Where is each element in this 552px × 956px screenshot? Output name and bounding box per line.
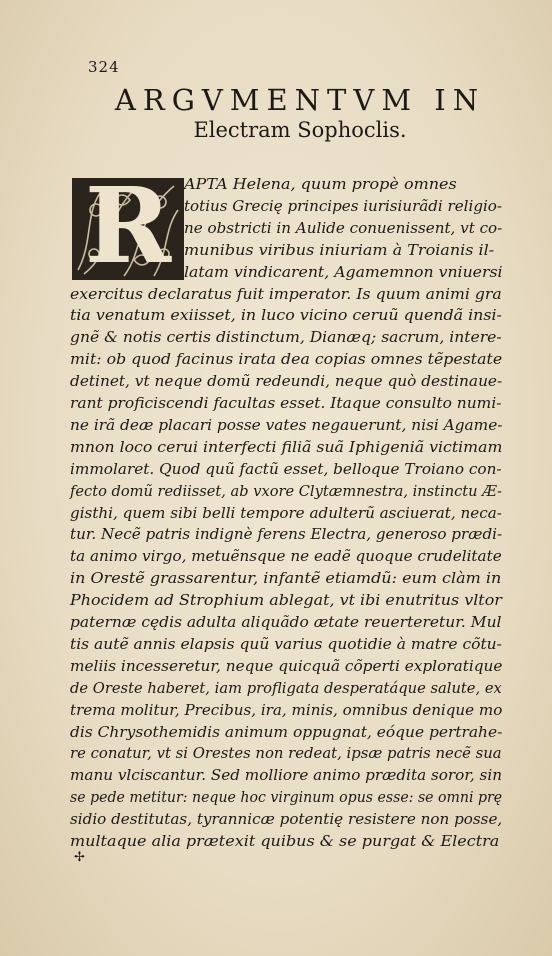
text-line: totius Grecię principes iurisiurãdi religio-	[184, 197, 502, 215]
text-line: meliis incesseretur, neque quicquã cõperti exploratique	[70, 657, 503, 675]
text-line: paternæ cędis adulta aliquãdo ætate reuerteretur. Mul	[70, 614, 502, 631]
ornament-icon: ✢	[74, 850, 85, 865]
text-line: de Oreste haberet, iam profligata desperatáque salute, ex	[70, 679, 502, 697]
text-line: detinet, vt neque domũ redeundi, neque quò destinaue-	[70, 373, 503, 391]
text-line: ne irã deæ placari posse vates negauerunt, nisi Agame-	[70, 416, 503, 434]
text-line: munibus viribus iniuriam à Troianis il-	[184, 241, 495, 259]
text-line: ta animo virgo, metuẽnsque ne eadẽ quoque crudelitate	[70, 548, 502, 566]
text-line: fecto domũ rediisset, ab vxore Clytæmnestra, instinctu Æ-	[70, 482, 502, 500]
text-line: gnẽ & notis certis distinctum, Dianæq; sacrum, intere-	[70, 329, 502, 347]
page-number: 324	[88, 58, 120, 76]
text-line: ne obstricti in Aulide conuenissent, vt co-	[184, 219, 503, 237]
text-line: trema molitur, Precibus, ira, minis, omnibus denique mo	[70, 701, 503, 719]
text-line: immolaret. Quod quũ factũ esset, belloque Troiano con-	[70, 460, 502, 478]
text-line: gisthi, quem sibi belli tempore adulterũ asciuerat, neca-	[70, 504, 502, 522]
text-line: Phocidem ad Strophium ablegat, vt ibi enutritus vltor	[70, 592, 502, 610]
drop-cap-letter: R	[84, 178, 172, 280]
text-line: tis autẽ annis elapsis quũ varius quotidie à matre cõtu-	[70, 635, 502, 653]
decorated-initial	[72, 178, 184, 280]
text-line: manu vlciscantur. Sed molliore animo prædita soror, sin	[70, 767, 502, 785]
text-line: multaque alia prætexit quibus & se purgat & Electra	[70, 833, 500, 850]
text-line: latam vindicarent, Agamemnon vniuersi	[184, 263, 503, 281]
page-title: ARGVMENTVM IN	[114, 83, 486, 117]
text-line: dis Chrysothemidis animum oppugnat, eóque pertrahe-	[70, 723, 503, 741]
text-line: rant proficiscendi facultas esset. Itaque consulto numi-	[70, 395, 502, 412]
page-subtitle: Electram Sophoclis.	[193, 118, 407, 142]
text-line: se pede metitur: neque hoc virginum opus esse: se omni prę	[70, 789, 503, 807]
text-line: re conatur, vt si Orestes non redeat, ipsæ patris necẽ sua	[70, 745, 502, 763]
text-line: exercitus declaratus fuit imperator. Is quum animi gra	[70, 285, 502, 303]
text-line: tia venatum exiisset, in luco vicino ceruũ quendã insi-	[70, 307, 502, 325]
text-line: mit: ob quod facinus irata dea copias omnes tẽpestate	[70, 351, 503, 369]
text-line: sidio destitutas, tyrannicæ potentię resistere non posse,	[70, 811, 503, 829]
text-line: in Orestẽ grassarentur, infantẽ etiamdũ: eum clàm in	[70, 570, 502, 588]
text-line: mnon loco cerui interfecti filiã suã Iphigeniã victimam	[70, 438, 503, 456]
text-line: APTA Helena, quum propè omnes	[184, 176, 457, 193]
text-line: tur. Necẽ patris indignè ferens Electra, generoso prædi-	[70, 526, 503, 544]
